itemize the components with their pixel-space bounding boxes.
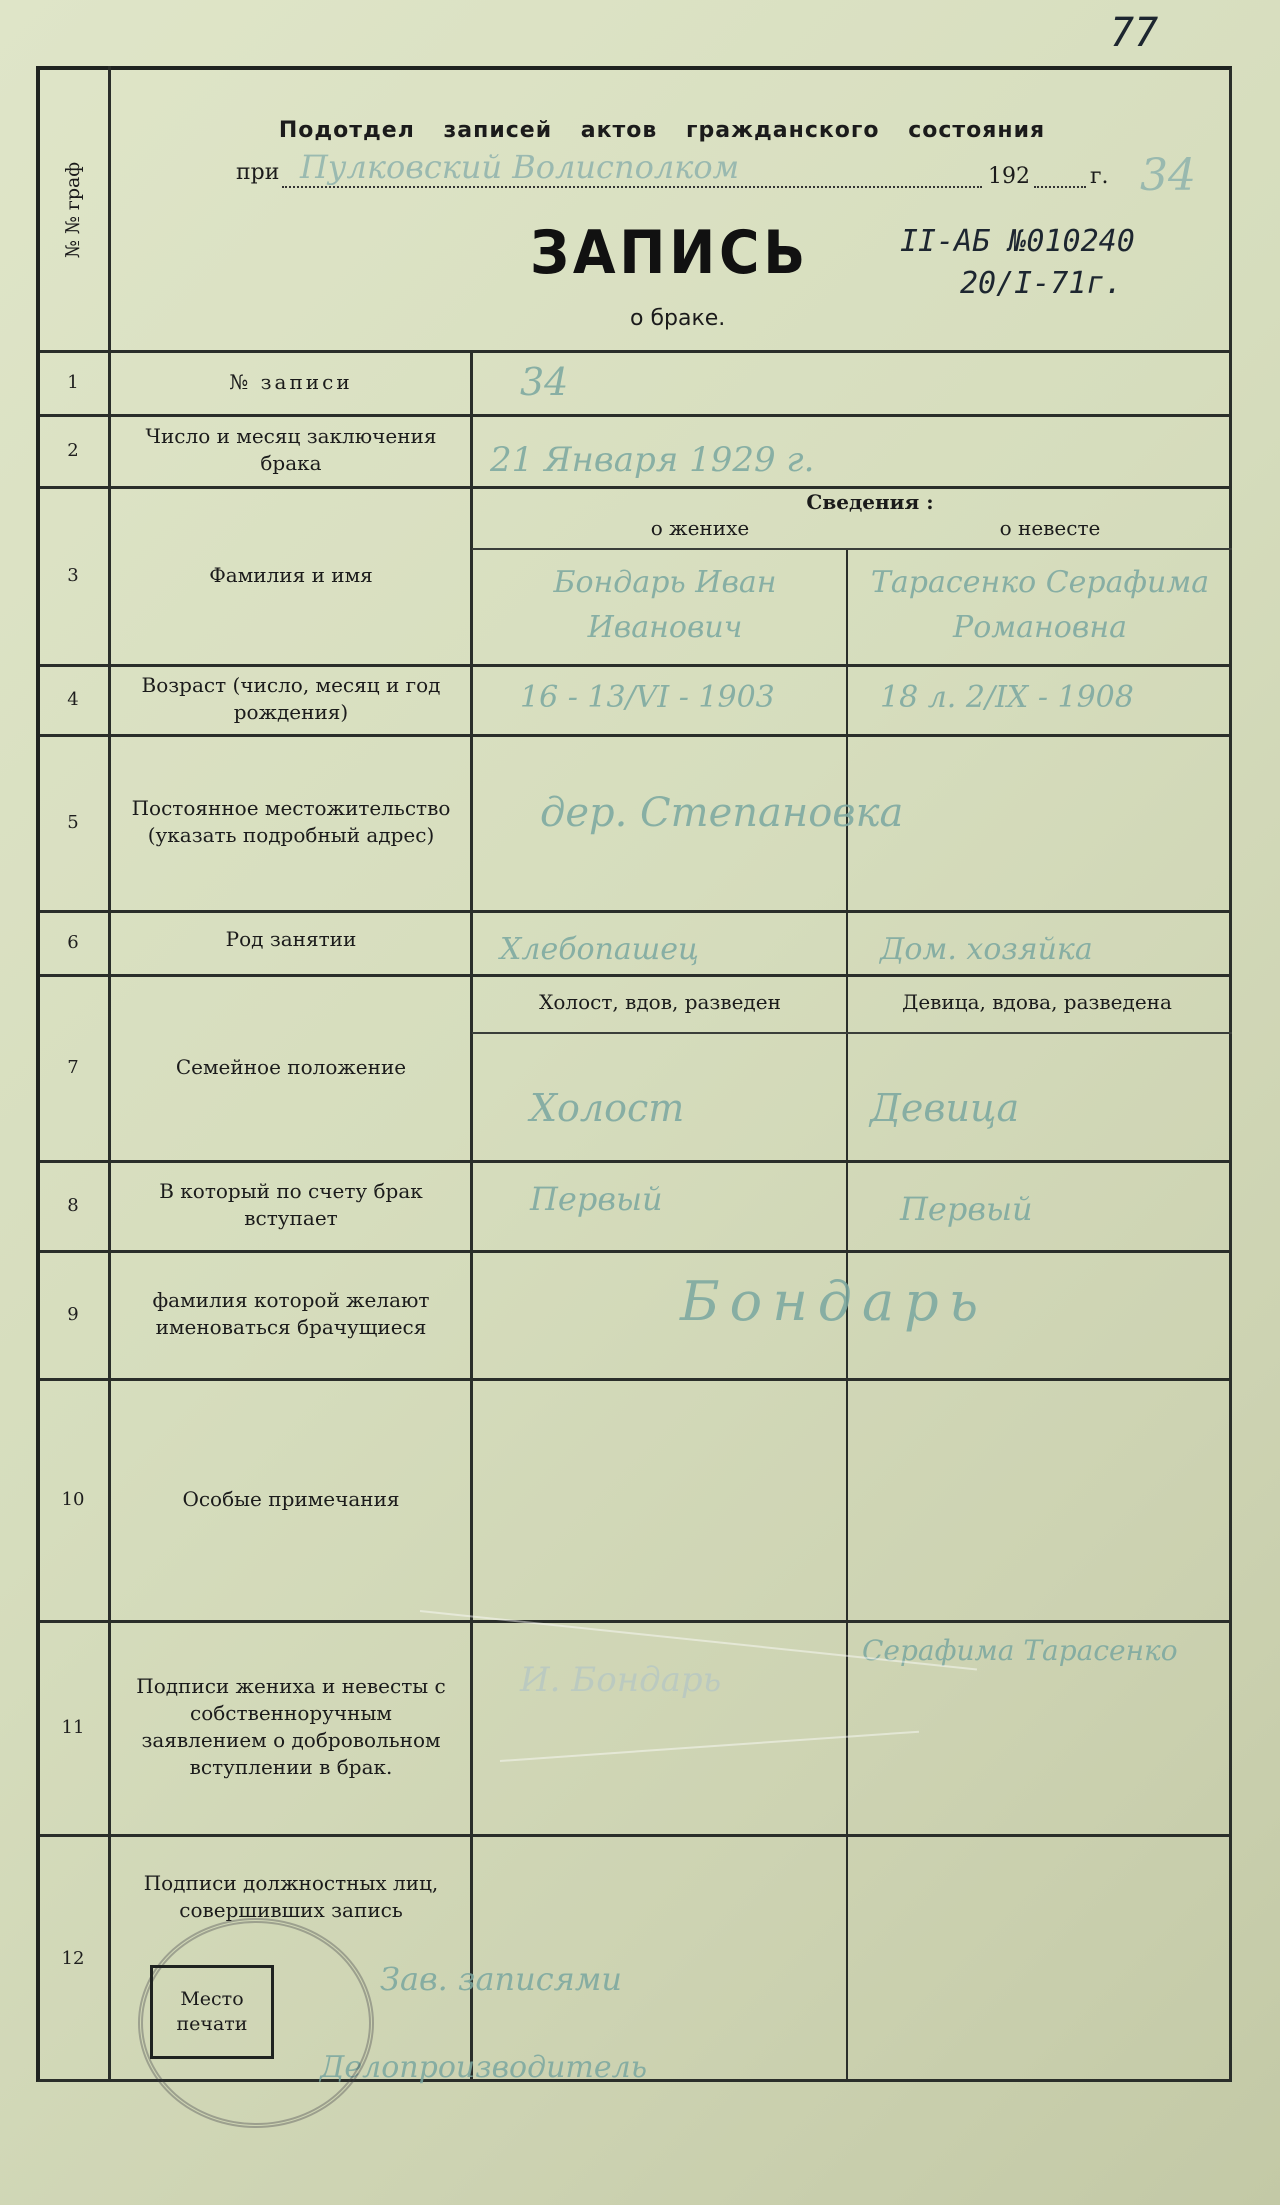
entry-surname: Бондарь: [680, 1270, 989, 1333]
entry-record-number: 34: [520, 360, 569, 404]
department-word: Подотдел: [278, 118, 415, 143]
row-line: [472, 1032, 1232, 1034]
field-label: В который по счету брак вступает: [159, 1179, 423, 1230]
field-label: Подписи должностных лиц, совершивших запись: [143, 1871, 439, 1922]
field-label: Число и месяц заключения брака: [145, 424, 437, 475]
entry-bride-name: Тарасенко Серафима Романовна: [870, 565, 1210, 645]
field-label: Фамилия и имя: [209, 562, 373, 587]
row-number: 9: [67, 1303, 79, 1325]
entry-groom-marital: Холост: [530, 1086, 685, 1130]
entry-bride-marital: Девица: [870, 1086, 1020, 1130]
entry-bride-occupation: Дом. хозяйка: [880, 932, 1093, 967]
groom-marital-header: Холост, вдов, разведен: [539, 990, 781, 1014]
field-label: Особые примечания: [182, 1486, 400, 1511]
entry-official-signature: Зав. записями: [380, 1960, 622, 1998]
row-number: 10: [61, 1488, 85, 1510]
stamp-place-box: Место печати: [150, 1965, 274, 2059]
entry-groom-marriage-count: Первый: [530, 1180, 663, 1218]
row-number: 8: [67, 1194, 79, 1216]
entry-bride-marriage-count: Первый: [900, 1190, 1033, 1228]
handwritten-number: 34: [1140, 150, 1196, 201]
handwritten-reference-line1: II-АБ №010240: [900, 224, 1135, 259]
bride-marital-header: Девица, вдова, разведена: [902, 990, 1172, 1014]
field-label: Возраст (число, месяц и год рождения): [141, 673, 441, 724]
department-word: гражданского: [686, 118, 880, 143]
row-number: 6: [67, 931, 79, 953]
field-label: Род занятии: [225, 927, 357, 951]
place-dotted-line: [282, 186, 982, 188]
row-number: 5: [67, 811, 79, 833]
groom-header: о женихе: [650, 516, 750, 540]
column-number-header: [38, 70, 108, 350]
entry-bride-age: 18 л. 2/IX - 1908: [880, 680, 1134, 715]
year-dotted-line: [1034, 186, 1086, 188]
entry-groom-occupation: Хлебопашец: [500, 932, 699, 967]
field-label: Подписи жениха и невесты с собственноручным заявлением о добровольном вступлении в брак.: [136, 1674, 446, 1779]
row-number: 4: [67, 688, 79, 710]
field-label: Семейное положение: [175, 1054, 407, 1079]
field-label: № записи: [229, 369, 353, 394]
year-suffix: г.: [1090, 164, 1109, 189]
document-subtitle: о браке.: [630, 306, 726, 331]
column-number-header-text: № № граф: [62, 161, 85, 259]
handwritten-corner-number: 77: [1110, 10, 1159, 56]
row-number: 1: [67, 371, 79, 393]
department-word: актов: [580, 118, 658, 143]
handwritten-reference-line2: 20/I-71г.: [960, 266, 1123, 301]
entry-residence: дер. Степановка: [540, 790, 904, 836]
row-number: 11: [61, 1716, 85, 1738]
row-number: 2: [67, 439, 79, 461]
row-number: 12: [61, 1947, 85, 1969]
row-number: 7: [67, 1056, 79, 1078]
handwritten-place: Пулковский Волисполком: [300, 148, 740, 186]
department-title: [112, 118, 1212, 143]
field-label: Постоянное местожительство (указать подробный адрес): [131, 796, 451, 847]
year-prefix: 192: [988, 164, 1030, 189]
col-divider-label: [470, 350, 473, 2082]
svedenia-title: Сведения :: [806, 490, 934, 514]
row-line: [472, 548, 1232, 550]
department-word: записей: [443, 118, 553, 143]
entry-official-signature-2: Делопроизводитель: [320, 2050, 648, 2085]
entry-bride-signature: Серафима Тарасенко: [862, 1634, 1178, 1667]
entry-groom-age: 16 - 13/VI - 1903: [520, 680, 775, 715]
entry-marriage-date: 21 Января 1929 г.: [490, 440, 815, 480]
pri-label: при: [236, 160, 280, 185]
document-title: ЗАПИСЬ: [530, 218, 810, 288]
entry-groom-name: Бондарь Иван Иванович: [553, 565, 777, 645]
field-label: фамилия которой желают именоваться брачущиеся: [152, 1288, 430, 1339]
entry-groom-signature: И. Бондарь: [520, 1660, 722, 1700]
department-word: состояния: [908, 118, 1046, 143]
bride-header: о невесте: [999, 516, 1101, 540]
row-number: 3: [67, 564, 79, 586]
